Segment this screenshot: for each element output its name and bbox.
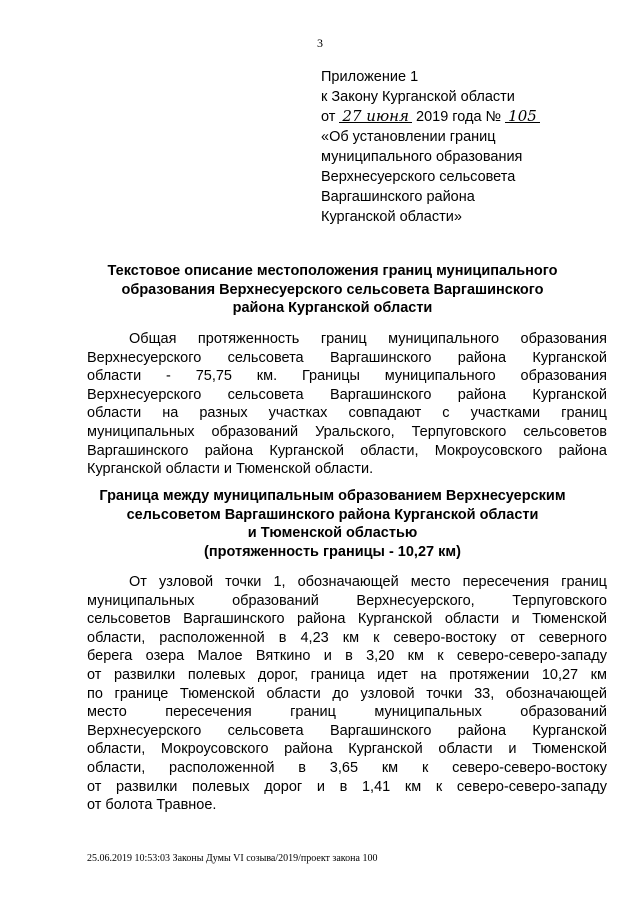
footer-file-info: 25.06.2019 10:53:03 Законы Думы VI созыва/2019/проект закона 100 (87, 853, 378, 864)
appendix-line: муниципального образования (321, 149, 523, 165)
paragraph-line: сельсоветов Варгашинского района Курганской области и Тюменской (87, 611, 607, 628)
paragraph-line: муниципальных образований Уральского, Терпуговского сельсоветов (87, 423, 607, 440)
paragraph-line: от развилки полевых дорог и в 1,41 км к северо-северо-западу (87, 778, 607, 795)
paragraph-border-description (87, 573, 607, 815)
paragraph-line: Варгашинского района Курганской области, Мокроусовского района (87, 442, 607, 459)
appendix-line: к Закону Курганской области (321, 89, 515, 105)
paragraph-line: по границе Тюменской области до узловой точки 33, обозначающей (87, 685, 607, 702)
paragraph-line: Верхнесуерского сельсовета Варгашинского района Курганской (87, 722, 607, 739)
paragraph-line: области, расположенной в 3,65 км к северо-северо-востоку (87, 759, 607, 776)
title-line: (протяженность границы - 10,27 км) (204, 543, 461, 560)
date-prefix: от (321, 109, 336, 125)
title-line: Текстовое описание местоположения границ муниципального (107, 263, 558, 279)
paragraph-line: муниципальных образований Верхнесуерского, Терпуговского (87, 592, 607, 609)
paragraph-line: области, расположенной в 4,23 км к северо-востоку от северного (87, 629, 607, 646)
paragraph-line: Верхнесуерского сельсовета Варгашинского района Курганской (87, 386, 607, 403)
appendix-date-line (321, 107, 621, 127)
title-line: образования Верхнесуерского сельсовета Варгашинского (121, 281, 544, 298)
title-line: сельсоветом Варгашинского района Курганской области (126, 506, 539, 523)
section-title-description (60, 262, 605, 318)
handwritten-date: 27 июня (339, 108, 412, 124)
handwritten-law-number: 105 (505, 108, 540, 124)
paragraph-line: берега озера Малое Вяткино и в 3,20 км к северо-северо-западу (87, 648, 607, 665)
title-line: района Курганской области (232, 300, 433, 316)
paragraph-line: области - 75,75 км. Границы муниципального образования (87, 368, 607, 385)
appendix-line: Курганской области» (321, 209, 462, 225)
paragraph-line: Общая протяженность границ муниципального образования (129, 331, 607, 347)
title-line: Граница между муниципальным образованием Верхнесуерским (99, 488, 566, 504)
paragraph-line: место пересечения границ муниципальных образований (87, 704, 607, 721)
appendix-line: Варгашинского района (321, 189, 475, 205)
paragraph-line: От узловой точки 1, обозначающей место пересечения границ (129, 574, 607, 590)
paragraph-line: от развилки полевых дорог, граница идет на протяжении 10,27 км (87, 666, 607, 683)
paragraph-line: Курганской области и Тюменской области. (87, 461, 374, 478)
appendix-header (321, 67, 621, 227)
appendix-line: Приложение 1 (321, 69, 419, 85)
section-title-border (60, 487, 605, 561)
year-number-label: 2019 года № (416, 109, 502, 125)
paragraph-line: области, Мокроусовского района Курганской области и Тюменской (87, 741, 607, 758)
paragraph-line: от болота Травное. (87, 797, 217, 814)
page-number: 3 (317, 36, 323, 50)
paragraph-line: области на разных участках совпадают с участками границ (87, 405, 607, 422)
paragraph-line: Верхнесуерского сельсовета Варгашинского района Курганской (87, 349, 607, 366)
appendix-line: «Об установлении границ (321, 129, 496, 145)
title-line: и Тюменской областью (247, 525, 418, 541)
paragraph-total-length (87, 330, 607, 479)
appendix-line: Верхнесуерского сельсовета (321, 169, 516, 185)
